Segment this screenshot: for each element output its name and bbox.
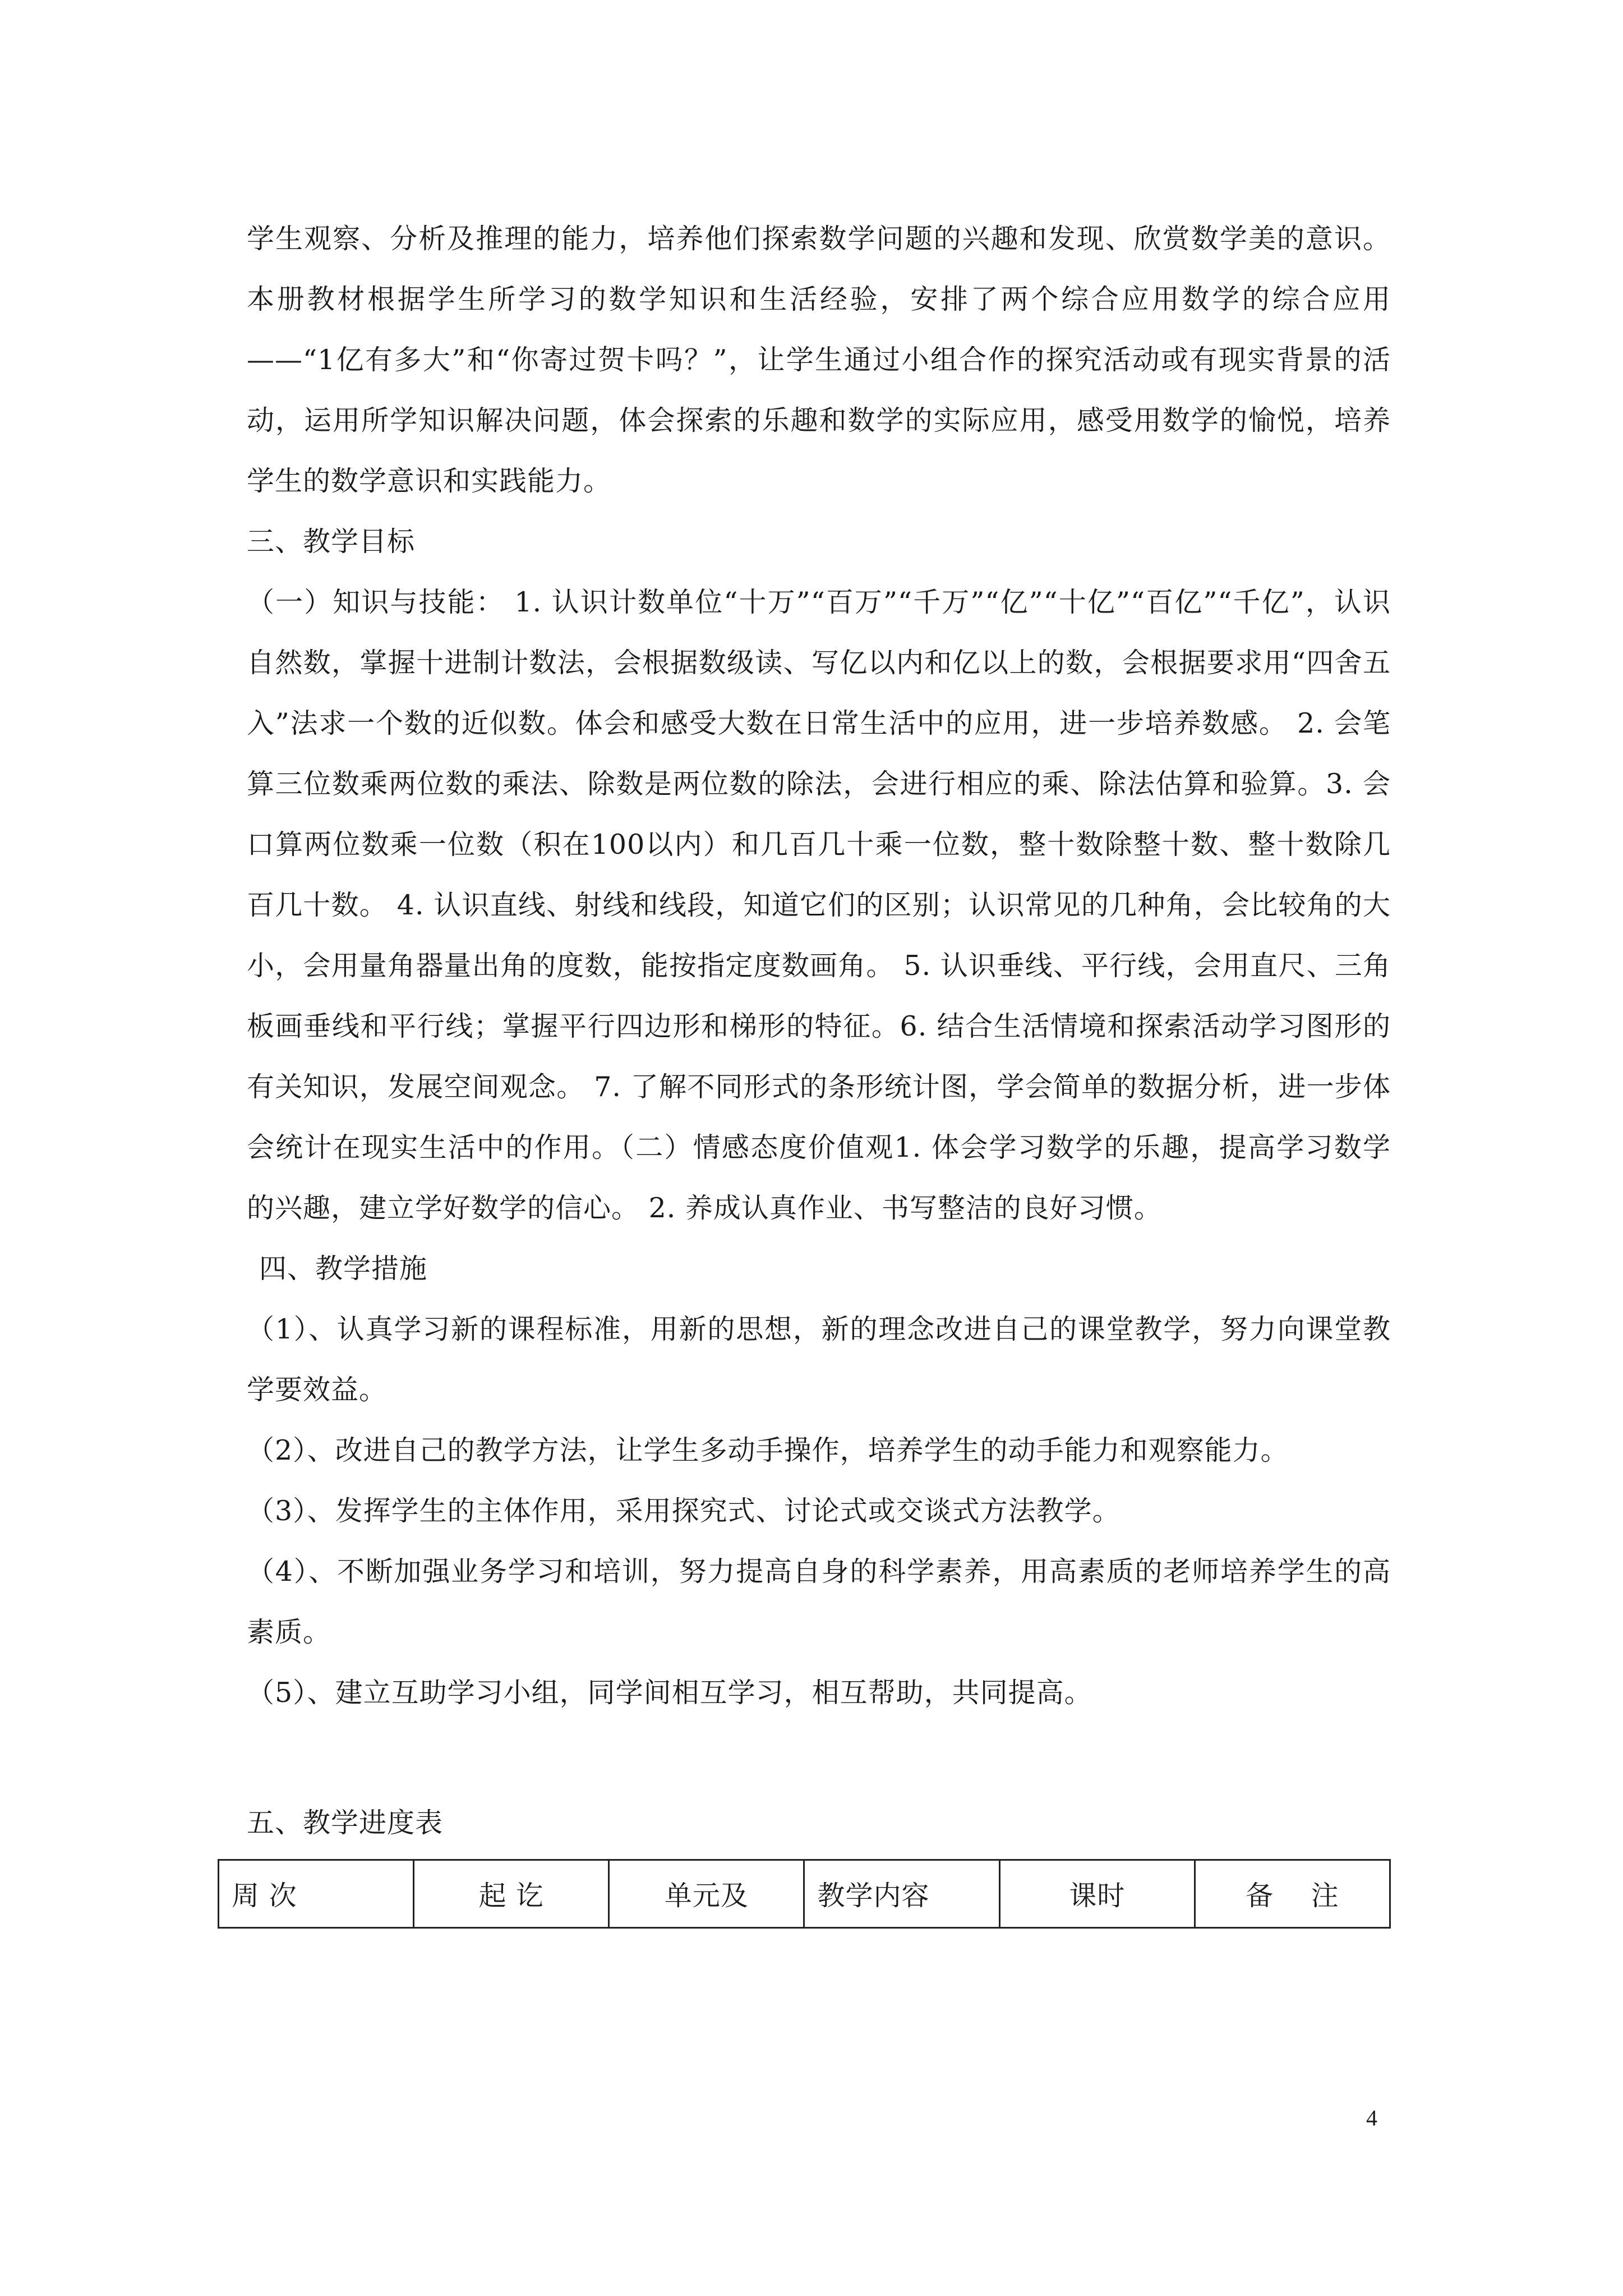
measure-item-4: （4）、不断加强业务学习和培训，努力提高自身的科学素养，用高素质的老师培养学生的高素质。 xyxy=(247,1556,1391,1648)
teaching-goals-paragraph: （一）知识与技能： 1. 认识计数单位“十万”“百万”“千万”“亿”“十亿”“百亿”“千亿”，认识 自然数，掌握十进制计数法，会根据数级读、写亿以内和亿以上的数，会根据要求用“四舍五入”法求一个数的近似数。体会和感受大数在日常生活中的应用，进一步培养数感。 2. 会笔算三位数乘两位数的乘法、除数是两位数的除法，会进行相应的乘、除法估算和验算。3. 会口算两位数乘一位数（积在100以内）和几百几十乘一位数，整十数除整十数、整十数除几百几十数。 4. 认识直线、射线和线段，知道它们的区别；认识常见的几种角，会比较角的大小，会用量角器量出角的度数，能按指定度数画角。 5. 认识垂线、平行线，会用直尺、三角板画垂线和平行线；掌握平行四边形和梯形的特征。6. 结合生活情境和探索活动学习图形的有关知识，发展空间观念。 7. 了解不同形式的条形统计图，学会简单的数据分析，进一步体会统计在现实生活中的作用。（二）情感态度价值观1. 体会学习数学的乐趣，提高学习数学的兴趣，建立学好数学的信心。 2. 养成认真作业、书写整洁的良好习惯。 xyxy=(247,586,1391,1224)
text-column xyxy=(232,209,1391,1929)
measure-item-3: （3）、发挥学生的主体作用，采用探究式、讨论式或交谈式方法教学。 xyxy=(247,1495,1121,1527)
schedule-table xyxy=(218,1859,1391,1929)
schedule-header-row xyxy=(219,1860,1390,1928)
measure-item-2: （2）、改进自己的教学方法，让学生多动手操作，培养学生的动手能力和观察能力。 xyxy=(247,1434,1289,1466)
section-5-heading: 五、教学进度表 xyxy=(247,1807,444,1839)
header-class-hours: 课时 xyxy=(999,1860,1195,1928)
header-unit: 单元及 xyxy=(609,1860,804,1928)
header-date-range: 起 讫 xyxy=(414,1860,609,1928)
header-remarks: 备 注 xyxy=(1195,1860,1390,1928)
measure-item-5: （5）、建立互助学习小组，同学间相互学习，相互帮助，共同提高。 xyxy=(247,1677,1092,1709)
page-number: 4 xyxy=(1366,2105,1377,2131)
section-spacer xyxy=(247,1723,1391,1793)
section-3-heading: 三、教学目标 xyxy=(247,526,416,558)
intro-paragraph: 学生观察、分析及推理的能力，培养他们探索数学问题的兴趣和发现、欣赏数学美的意识。本册教材根据学生所学习的数学知识和生活经验，安排了两个综合应用数学的综合应用——“1亿有多大”和“你寄过贺卡吗？”，让学生通过小组合作的探究活动或有现实背景的活动，运用所学知识解决问题，体会探索的乐趣和数学的实际应用，感受用数学的愉悦，培养学生的数学意识和实践能力。 xyxy=(247,223,1391,497)
section-4-heading: 四、教学措施 xyxy=(259,1253,428,1285)
measure-item-1: （1）、认真学习新的课程标准，用新的思想，新的理念改进自己的课堂教学，努力向课堂教学要效益。 xyxy=(247,1313,1391,1406)
header-teaching-content: 教学内容 xyxy=(804,1860,999,1928)
header-week: 周 次 xyxy=(219,1860,414,1928)
